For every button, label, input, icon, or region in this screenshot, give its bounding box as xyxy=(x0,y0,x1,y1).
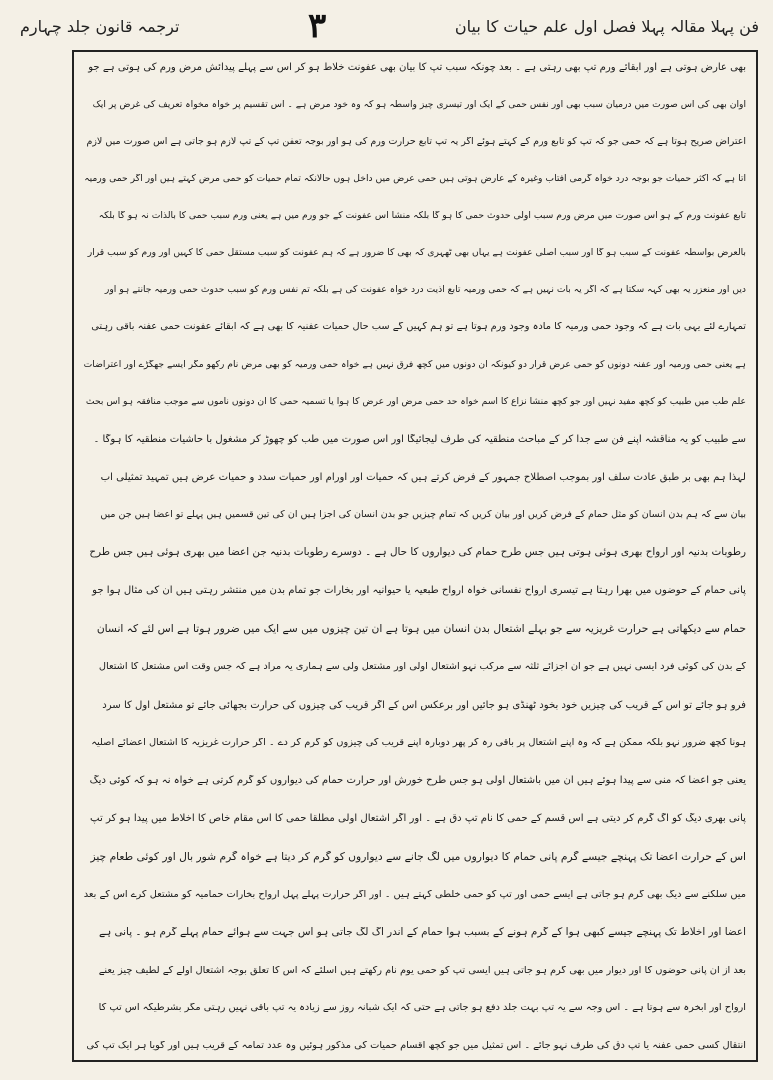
body-text xyxy=(84,62,746,1052)
text-line: لہذا ہم بھی بر طبق عادت سلف اور بموجب اصطلاح جمہور کے فرض کرتے ہیں کہ حمیات اور اورام اور حمیات سدد و حمیات عرض ہیں تمہید تمثیلی اب xyxy=(100,471,746,483)
text-line: حمام سے دیکھاتی ہے حرارت غریزیہ سے جو بہلے اشتعال بدن انسان میں ہوتا ہے ان تین چیزوں میں سے ایک میں ضرور ہوتا ہے اس لئے کہ انسان xyxy=(96,623,746,636)
text-line: فرو ہو جائے تو اس کے قریب کی چیزیں خود بخود ٹھنڈی ہو جائیں اور برعکس اس کے اگر قریب کی چیزوں کی حرارت بجھائی جائے تو مشتعل اول کا سرد xyxy=(102,699,746,711)
text-line: بالعرض بواسطہ عفونت کے سبب ہو گا اور سبب اصلی عفونت ہے یہاں بھی ٹھہری کہ بھی کا ضرور ہے کہ ہم عفونت کو سبب مستقل حمی کا کہیں اور ورم کو سبب قرار xyxy=(87,248,746,259)
text-line: اس کے حرارت اعضا تک پہنچے جیسے گرم پانی حمام کا دیواروں میں لگ جانے سے دیواروں کو گرم کر دیتا ہے خواہ گرم شور بال اور کوئی طعام چیز xyxy=(90,851,746,863)
text-frame xyxy=(72,50,758,1062)
text-line: بیان سے کہ ہم بدن انسان کو مثل حمام کے فرض کریں اور بیان کریں کہ تمام چیزیں جو بدن انسان کی اجزا ہیں اُن کی تین قسمیں ہیں پہلے تو اعضا ہیں جن میں xyxy=(100,509,746,520)
text-line: بعد از ان پانی حوضوں کا اور دیوار میں بھی گرم ہو جاتی ہیں ایسی تپ کو حمی یوم نام رکھتے ہیں اسلئے کہ اس کا تعلق بوجہ اشتعال اولے کے لطیف چیز یعنے xyxy=(98,965,746,976)
text-line: تمہارے لئے یہی بات ہے کہ وجود حمی ورمیہ کا مادہ وجود ورم ہوتا ہے تو ہم کہیں گے سب حال حمیات عفنیہ کا بھی ہے کہ ابقائے عفونت حمی عفنہ باقی رہتی xyxy=(91,322,746,333)
text-line: انتقال کسی حمی عفنہ یا تپ دق کی طرف نہو جائے ۔ اس تمثیل میں جو کچھ اقسام حمیات کی مذکور ہوئیں وہ عدد تمامہ کے قریب ہیں اور گویا ہر ایک تپ کی xyxy=(86,1041,746,1052)
text-line: ہے یعنی حمی ورمیہ اور عفنہ دونوں کو حمی عرض قرار دو کیونکہ ان دونوں میں کچھ فرق نہیں ہے خواہ حمی ورمیہ کو بھی مرض نام رکھو مگر ایسے جھگڑے اور اعتراضات xyxy=(84,359,746,370)
text-line: دیں اور منعزر یہ بھی کہہ سکتا ہے کہ اگر یہ بات نہیں ہے کہ حمی ورمیہ تابع اذیت درد خواہ عفونت کی ہے بلکہ تم نفس ورم کو سبب حدوث حمی ورمیہ جانتے ہو اور xyxy=(104,285,746,296)
text-line: کے بدن کی کوئی فرد ایسی نہیں ہے جو ان اجزائے ثلثہ سے مرکب نہو اشتعال اولی اور مشتعل ولی سے ہماری یہ مراد ہے کہ جس وقت اس مشتعل کا اشتعال xyxy=(98,661,746,672)
book-title: ترجمہ قانون جلد چہارم xyxy=(20,16,180,36)
text-line: اوان بھی کی اس صورت میں درمیان سبب بھی اور نفس حمی کے ایک اور تیسری چیز واسطہ ہو کہ وہ خود مرض ہے ۔ اس تقسیم پر خواہ مخواہ تعریف کی غرض پر ایک xyxy=(92,99,746,110)
text-line: پانی بھری دیگ کو آگ گرم کر دیتی ہے اس قسم کے حمی کا نام تپ دق ہے ۔ اور اگر اشتعال اولی مطلقا حمی کا اس مقام خاص کا اخلاط میں پیدا ہو کر تپ xyxy=(90,813,746,825)
text-line: میں سلکنے سے دیگ بھی گرم ہو جاتی ہے ایسے حمی اور تپ کو حمی خلطی کہتے ہیں ۔ اور اگر حرارت پہلے پہل ارواح بخارات حمامیہ کو مشتعل کرے اس کے بعد xyxy=(84,889,746,900)
text-line: یعنی جو اعضا کہ منی سے پیدا ہوئے ہیں اُن میں باشتعال اولی ہو جس طرح خورش اور حرارت حمام کی دیواروں کو گرم کرتی ہے خواہ نہ ہو کہ کوئی دیگ xyxy=(89,775,746,787)
text-line: رطوبات بدنیہ اور ارواح بھری ہوئی ہوتی ہیں جس طرح حمام کی دیواروں کا حال ہے ۔ دوسرے رطوبات بدنیہ جن اعضا میں بھری ہوئی ہیں جس طرح xyxy=(89,547,746,559)
text-line: پانی حمام کے حوضوں میں بھرا رہتا ہے تیسری ارواح نفسانی خواہ ارواح طبعیہ یا حیوانیہ اور بخارات جو تمام بدن میں منتشر رہتی ہیں اُن کی مثال ہوا جو xyxy=(92,585,746,597)
text-line: تابع عفونت ورم کے ہو اس صورت میں مرض ورم سبب اولی حدوث حمی کا ہو گا بلکہ منشا اس عفونت کے جو ورم میں ہے یعنی ورم سبب حمی کا بالذات نہ ہو گا بلکہ xyxy=(98,211,746,222)
text-line: علم طب میں طبیب کو کچھ مفید نہیں اور جو کچھ منشا نزاع کا اسم خواہ حد حمی مرض اور عرض کا ہوا یا تسمیہ حمی کا ان دونوں ناموں سے موجب منافقہ ہو اس بحث xyxy=(85,396,746,407)
text-line: اعضا اور اخلاط تک پہنچے جیسے کبھی ہوا کے گرم ہونے کے بسبب ہوا حمام کے اندر آگ لگ جاتی ہو اس جہت سے ہوائے حمام پہلے گرم ہو ۔ پانی ہے xyxy=(99,927,746,939)
section-title: فن پہلا مقالہ پہلا فصل اول علم حیات کا بیان xyxy=(454,16,759,36)
text-line: آتا ہے کہ اکثر حمیات جو بوجہ درد خواہ گرمی آفتاب وغیرہ کے عارض ہوتی ہیں حمی عرض میں داخل ہوں حالانکہ تمام حمیات کو حمی مرض کہتے ہیں اور اگر حمی ورمیہ xyxy=(84,174,746,185)
text-line: بھی عارض ہوتی ہے اور ابقائے ورم تپ بھی رہتی ہے ۔ بعد چونکہ سبب تپ کا بیان بھی عفونت خلاط ہو کر اس سے پہلے پیدائش مرض ورم کی ہوتی ہے جو xyxy=(88,62,746,73)
text-line: سے طبیب کو یہ مناقشہ اپنے فن سے جدا کر کے مباحث منطقیہ کی طرف لیجائیگا اور اس صورت میں طب کو چھوڑ کر مشغول با حاشیات منطقیہ کا ہوگا ۔ xyxy=(93,433,746,445)
page-header xyxy=(20,6,759,46)
page-number: ۳ xyxy=(308,6,327,46)
text-line: ہونا کچھ ضرور نہو بلکہ ممکن ہے کہ وہ اپنے اشتعال پر باقی رہ کر پھر دوبارہ اپنے قریب کی چیزوں کو گرم کر دے ۔ اگر حرارت غریزیہ کا اشتعال اعضائے اصلیہ xyxy=(91,737,746,748)
text-line: ارواح اور ابخرہ سے ہوتا ہے ۔ اس وجہ سے یہ تپ بہت جلد دفع ہو جاتی ہے حتی کہ ایک شبانہ روز سے زیادہ یہ تپ باقی نہیں رہتی مگر بشرطیکہ اس تپ کا xyxy=(98,1003,746,1014)
text-line: اعتراض صریح ہوتا ہے کہ حمی جو کہ تپ کو تابع ورم کے کہتے ہوئے اگر یہ تپ تابع حرارت ورم کی ہو اور بوجہ تعفن تپ کے تپ لازم ہو جاتی ہے اس صورت میں لازم xyxy=(86,136,746,147)
